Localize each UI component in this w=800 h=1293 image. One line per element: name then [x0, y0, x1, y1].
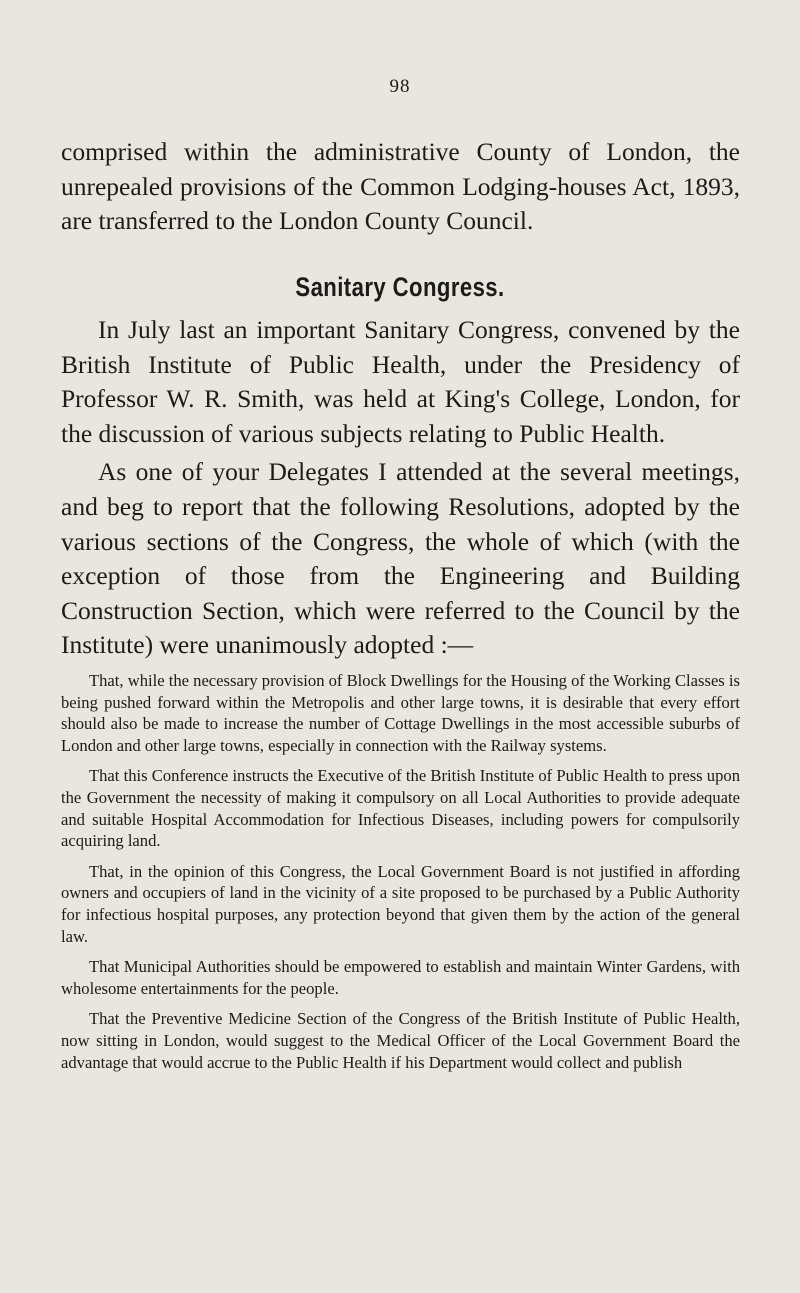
- resolution-item: That this Conference instructs the Executive of the British Institute of Public Health to press upon the Government the necessity of making it compulsory on all Local Authorities to provide adequate and suitable Hospital Accommodation for Infectious Diseases, including powers for compulsorily acquiring land.: [61, 766, 740, 851]
- resolution-item: That, in the opinion of this Congress, the Local Government Board is not justified in affording owners and occupiers of land in the vicinity of a site proposed to be purchased by a Public Authority for infectious hospital purposes, any protection beyond that given them by the action of the general law.: [61, 861, 740, 946]
- resolution-item: That the Preventive Medicine Section of the Congress of the British Institute of Public Health, now sitting in London, would suggest to the Medical Officer of the Local Government Board the advantage that would accrue to the Public Health if his Department would collect and publish: [61, 1009, 740, 1072]
- page-number: 98: [389, 76, 411, 97]
- resolutions-list: [61, 670, 740, 1082]
- body-paragraphs: [61, 313, 740, 663]
- resolution-item: That Municipal Authorities should be empowered to establish and maintain Winter Gardens, with wholesome entertainments for the people.: [61, 957, 740, 998]
- intro-paragraph-block: [61, 135, 740, 239]
- paragraph-congress: In July last an important Sanitary Congress, convened by the British Institute of Public Health, under the Presidency of Professor W. R. Smith, was held at King's College, London, for the discussion of various subjects relating to Public Health.: [61, 315, 740, 448]
- resolution-item: That, while the necessary provision of Block Dwellings for the Housing of the Working Classes is being pushed forward within the Metropolis and other large towns, it is desirable that every effort should also be made to increase the number of Cottage Dwellings in the most accessible suburbs of London and other large towns, especially in connection with the Railway systems.: [61, 671, 740, 755]
- intro-paragraph: comprised within the administrative County of London, the unrepealed provisions of the Common Lodging-houses Act, 1893, are transferred to the London County Council.: [61, 137, 740, 236]
- paragraph-delegates: As one of your Delegates I attended at the several meetings, and beg to report that the following Resolutions, adopted by the various sections of the Congress, the whole of which (with the exception of those from the Engineering and Building Construction Section, which were referred to the Council by the Institute) were unanimously adopted :—: [61, 457, 740, 660]
- section-heading: Sanitary Congress.: [295, 272, 505, 302]
